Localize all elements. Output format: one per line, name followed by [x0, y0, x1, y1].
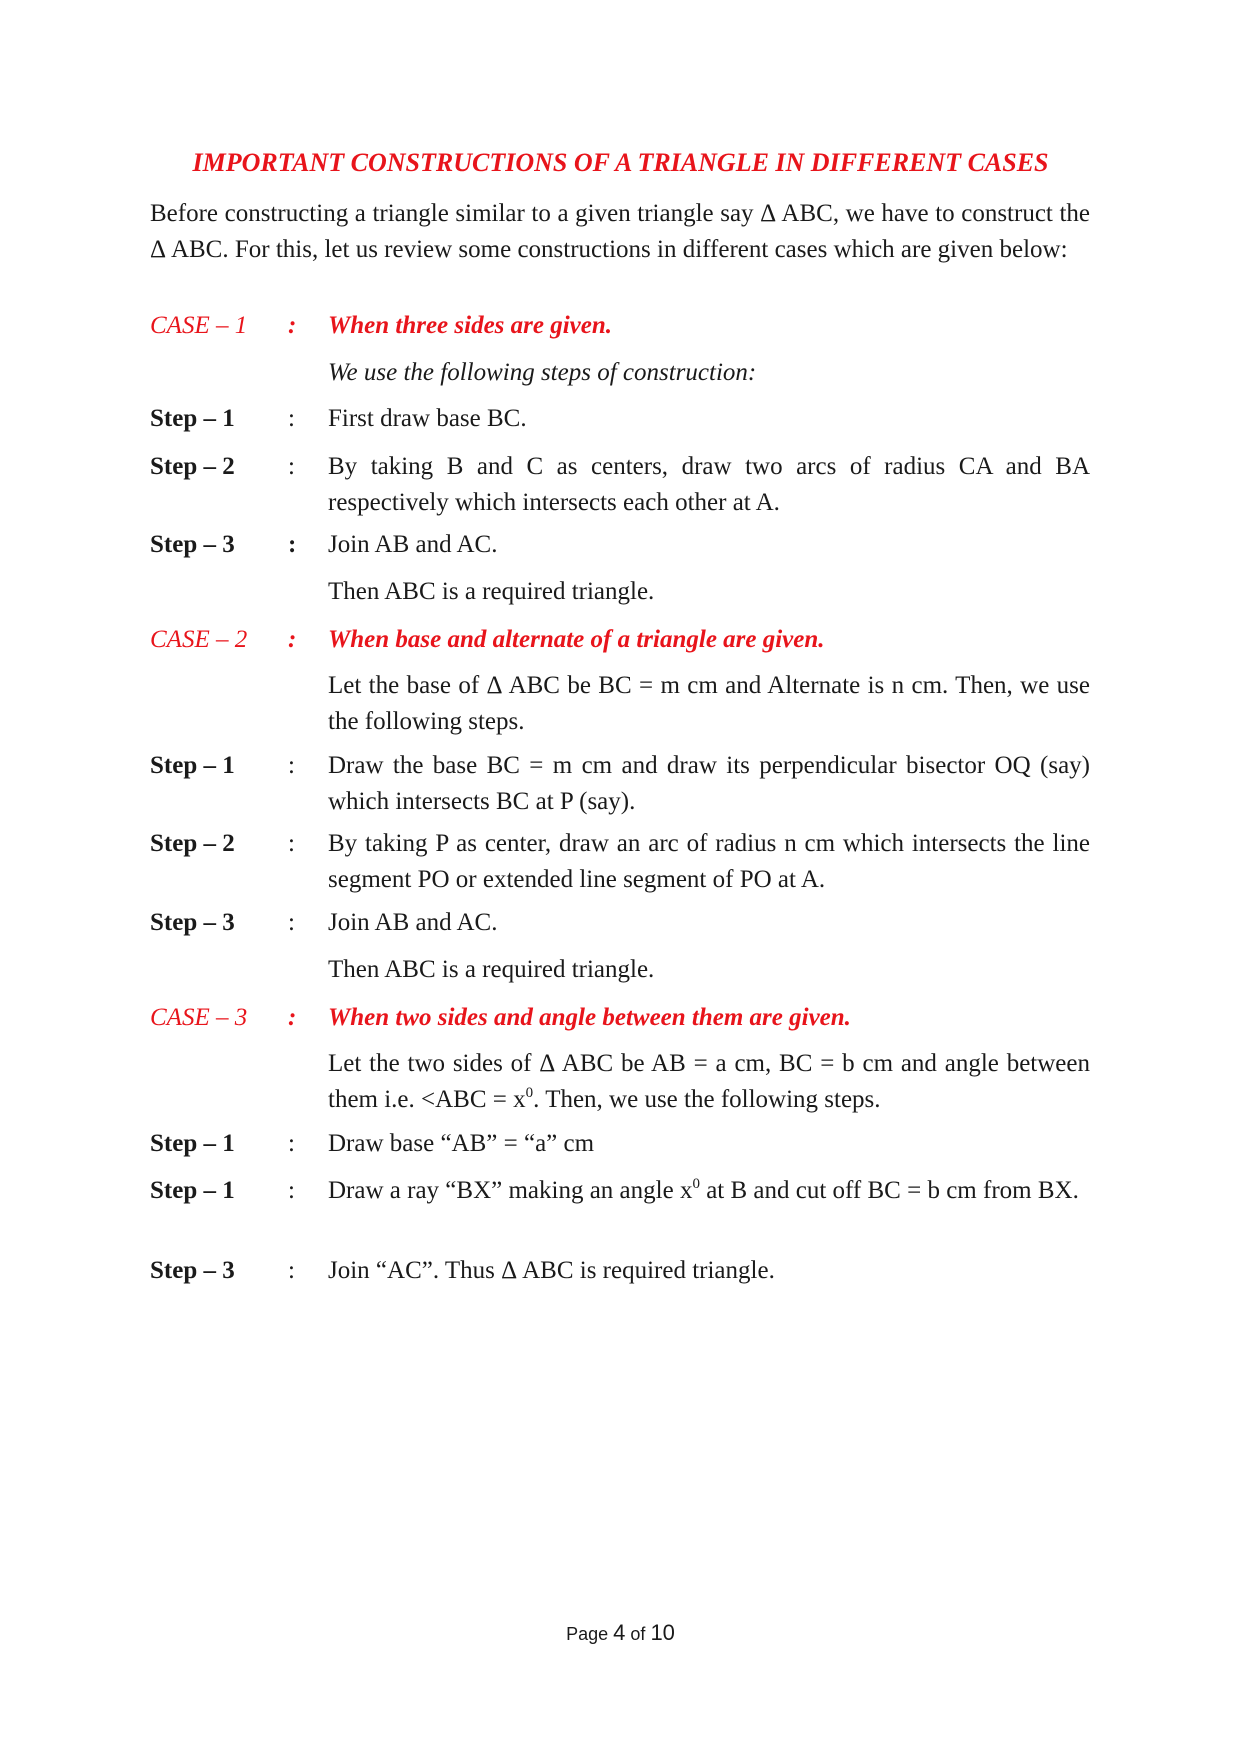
step-label: Step – 1: [150, 405, 235, 432]
footer-current-page: 4: [613, 1620, 626, 1645]
case-1-conclusion: Then ABC is a required triangle.: [328, 578, 655, 605]
step-label: Step – 3: [150, 531, 235, 558]
step-colon: :: [288, 909, 295, 936]
step-text: Draw base “AB” = “a” cm: [328, 1130, 595, 1157]
footer-total-pages: 10: [650, 1620, 675, 1645]
case-3-note: [328, 1046, 1090, 1118]
step-label: Step – 1: [150, 752, 235, 779]
step-text: Draw the base BC = m cm and draw its perpendicular bisector OQ (say) which intersects BC at P (say).: [328, 752, 1090, 815]
step-label: Step – 3: [150, 909, 235, 936]
step-colon: :: [288, 1257, 295, 1284]
degree-superscript: 0: [692, 1176, 700, 1192]
page-title: IMPORTANT CONSTRUCTIONS OF A TRIANGLE IN DIFFERENT CASES: [192, 148, 1049, 177]
case-heading: When three sides are given.: [328, 312, 613, 339]
footer-of: of: [630, 1624, 646, 1644]
case-2-note: Let the base of Δ ABC be BC = m cm and Alternate is n cm. Then, we use the following steps.: [328, 672, 1090, 735]
step-text: By taking B and C as centers, draw two arcs of radius CA and BA respectively which intersects each other at A.: [328, 453, 1090, 516]
step-label: Step – 1: [150, 1130, 235, 1157]
step-text: By taking P as center, draw an arc of radius n cm which intersects the line segment PO or extended line segment of PO at A.: [328, 830, 1090, 893]
step-label: Step – 3: [150, 1257, 235, 1284]
step-colon: :: [288, 1177, 295, 1204]
footer-prefix: Page: [566, 1624, 609, 1644]
note-text-continued: . Then, we use the following steps.: [533, 1086, 881, 1113]
degree-superscript: 0: [525, 1085, 534, 1101]
page-footer: [0, 1620, 1241, 1646]
step-text: Join “AC”. Thus Δ ABC is required triangle.: [328, 1257, 775, 1284]
step-colon: :: [288, 1130, 295, 1157]
step-colon: :: [288, 830, 295, 857]
step-colon: :: [288, 405, 295, 432]
case-heading: When base and alternate of a triangle are given.: [328, 626, 825, 653]
case-2-conclusion: Then ABC is a required triangle.: [328, 956, 655, 983]
case-colon: :: [288, 626, 297, 653]
step-label: Step – 2: [150, 830, 235, 857]
case-label: CASE – 2: [150, 626, 248, 653]
step-label: Step – 2: [150, 453, 235, 480]
step-text-part: Draw a ray “BX” making an angle x: [328, 1177, 693, 1204]
step-text-part: at B and cut off BC = b cm from BX.: [699, 1177, 1079, 1204]
case-label: CASE – 3: [150, 1004, 248, 1031]
step-colon: :: [288, 531, 297, 558]
note-text: Let the two sides of Δ ABC be AB = a cm, BC = b cm and angle between them i.e. <ABC = x: [328, 1050, 1090, 1113]
step-label: Step – 1: [150, 1177, 235, 1204]
step-colon: :: [288, 752, 295, 779]
case-label: CASE – 1: [150, 312, 248, 339]
case-colon: :: [288, 312, 297, 339]
step-colon: :: [288, 453, 295, 480]
step-text: First draw base BC.: [328, 405, 527, 432]
step-text: Join AB and AC.: [328, 531, 498, 558]
case-colon: :: [288, 1004, 297, 1031]
case-1-note: We use the following steps of construction:: [328, 359, 757, 386]
intro-paragraph: Before constructing a triangle similar to a given triangle say Δ ABC, we have to construct the Δ ABC. For this, let us review some constructions in different cases which are given below:: [150, 200, 1090, 263]
case-heading: When two sides and angle between them are given.: [328, 1004, 851, 1031]
step-text: Join AB and AC.: [328, 909, 498, 936]
step-text: [328, 1173, 1090, 1209]
